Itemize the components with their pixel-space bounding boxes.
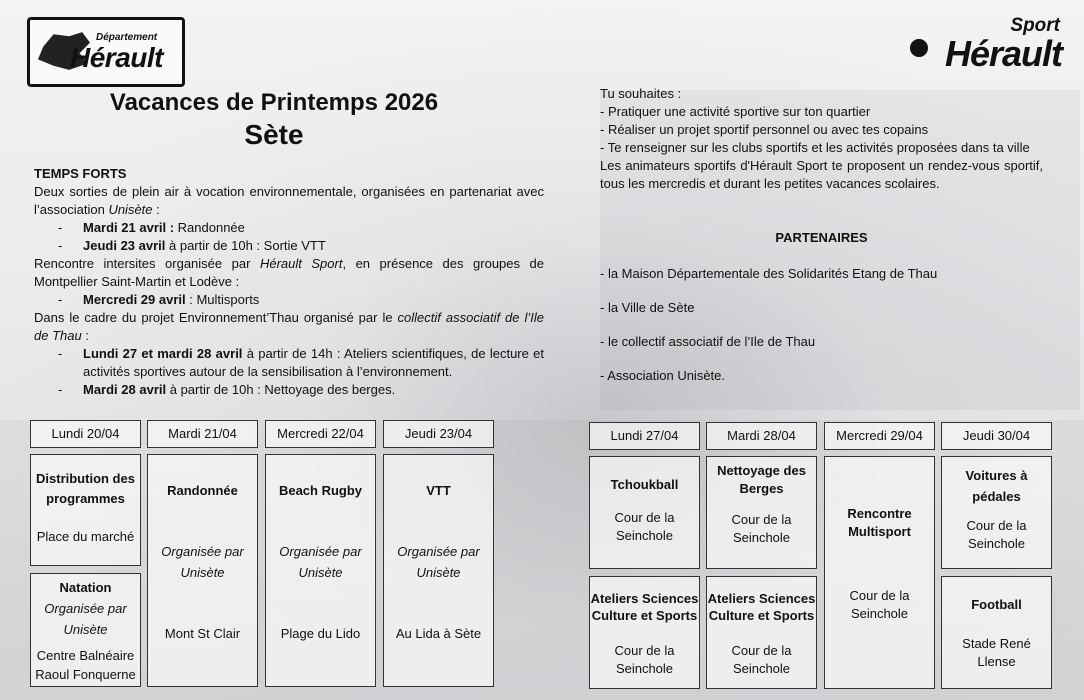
temps-forts-intro-1: Deux sorties de plein air à vocation environnementale, organisées en partenariat avec l’association Unisète : (34, 184, 544, 217)
activity-cell (706, 576, 817, 689)
activity-cell (383, 454, 494, 687)
partner-item: - la Ville de Sète (600, 300, 695, 315)
activity-organizer: Organisée par Unisète (44, 601, 127, 637)
activity-cell (941, 456, 1052, 569)
activity-place: Cour de la Seinchole (849, 588, 910, 621)
activity-title: Randonnée (167, 483, 238, 498)
intro-section (600, 85, 1043, 193)
logo-sport-small: Sport (1010, 15, 1060, 36)
day-header: Jeudi 23/04 (383, 420, 494, 448)
page-title: Vacances de Printemps 2026 (109, 89, 439, 116)
activity-cell (265, 454, 376, 687)
activity-cell (147, 454, 258, 687)
activity-place: Cour de la Seinchole (731, 643, 792, 676)
activity-title: Natation (59, 580, 112, 595)
temps-forts-section (34, 165, 544, 399)
activity-cell (30, 573, 141, 687)
activity-place: Stade René Llense (962, 636, 1031, 669)
activity-title: Ateliers Sciences Culture et Sports (707, 591, 816, 623)
activity-title: Ateliers Sciences Culture et Sports (590, 591, 699, 623)
intro-line: - Pratiquer une activité sportive sur ton quartier (600, 104, 871, 119)
activity-place: Cour de la Seinchole (731, 512, 792, 545)
activity-title: Distribution des programmes (36, 471, 135, 506)
activity-organizer: Organisée par Unisète (161, 544, 244, 580)
activity-title: Rencontre Multisport (847, 506, 912, 539)
day-header: Lundi 20/04 (30, 420, 141, 448)
logo-departement-big: Hérault (70, 42, 163, 73)
activity-cell (941, 576, 1052, 689)
logo-departement-small: Département (96, 32, 158, 43)
temps-forts-item: - Mardi 21 avril : Randonnée (58, 220, 245, 235)
temps-forts-item: - Jeudi 23 avril à partir de 10h : Sortie VTT (58, 238, 326, 253)
activity-cell (589, 576, 700, 689)
partner-item: - le collectif associatif de l’Ile de Thau (600, 334, 816, 349)
day-header: Mardi 21/04 (147, 420, 258, 448)
logo-sport-big: Hérault (944, 33, 1062, 74)
activity-place: Cour de la Seinchole (614, 510, 675, 543)
intro-line: - Réaliser un projet sportif personnel ou avec tes copains (600, 122, 929, 137)
activity-cell (30, 454, 141, 566)
temps-forts-item: - Mercredi 29 avril : Multisports (58, 292, 260, 307)
activity-title: Voitures à pédales (965, 468, 1028, 504)
page-subtitle-city: Sète (244, 119, 304, 150)
activity-title: Nettoyage des Berges (717, 463, 806, 496)
departement-herault-logo (27, 17, 185, 87)
partner-item: - la Maison Départementale des Solidarités Etang de Thau (600, 266, 938, 281)
partners-heading: PARTENAIRES (775, 230, 868, 245)
herault-sport-logo (902, 15, 1062, 77)
activity-place: Cour de la Seinchole (614, 643, 675, 676)
day-header: Jeudi 30/04 (941, 422, 1052, 450)
activity-cell (824, 456, 935, 689)
activity-place: Au Lida à Sète (395, 626, 482, 641)
partner-item: - Association Unisète. (600, 368, 726, 383)
activity-title: Football (971, 597, 1022, 612)
temps-forts-item: - Lundi 27 et mardi 28 avril à partir de 14h : Ateliers scientifiques, de lecture et activités sportives autour de la sensibilisation à l’environnement. (58, 346, 544, 379)
activity-organizer: Organisée par Unisète (397, 544, 480, 580)
activity-place: Cour de la Seinchole (966, 518, 1027, 551)
temps-forts-intro-2: Rencontre intersites organisée par Hérault Sport, en présence des groupes de Montpellier Saint-Martin et Lodève : (34, 256, 544, 289)
temps-forts-item: - Mardi 28 avril à partir de 10h : Nettoyage des berges. (58, 382, 396, 397)
day-header: Lundi 27/04 (589, 422, 700, 450)
activity-place: Centre Balnéaire Raoul Fonquerne (35, 648, 136, 682)
activity-title: Tchoukball (610, 477, 679, 492)
activity-title: VTT (426, 483, 451, 498)
ball-icon (910, 39, 928, 57)
day-header: Mercredi 29/04 (824, 422, 935, 450)
temps-forts-intro-3: Dans le cadre du projet Environnement’Thau organisé par le collectif associatif de l’Ile de Thau : (34, 310, 544, 343)
activity-place: Place du marché (36, 529, 135, 544)
activity-place: Plage du Lido (280, 626, 361, 641)
activity-cell (589, 456, 700, 569)
intro-line: - Te renseigner sur les clubs sportifs et les activités proposées dans ta ville (600, 140, 1030, 155)
activity-title: Beach Rugby (278, 483, 363, 498)
day-header: Mercredi 22/04 (265, 420, 376, 448)
activity-cell (706, 456, 817, 569)
intro-line: Tu souhaites : (600, 86, 682, 101)
activity-organizer: Organisée par Unisète (279, 544, 362, 580)
day-header: Mardi 28/04 (706, 422, 817, 450)
temps-forts-heading: TEMPS FORTS (34, 166, 127, 181)
activity-place: Mont St Clair (164, 626, 241, 641)
intro-line: Les animateurs sportifs d'Hérault Sport te proposent un rendez-vous sportif, tous les mercredis et durant les petites vacances scolaires. (600, 158, 1043, 191)
